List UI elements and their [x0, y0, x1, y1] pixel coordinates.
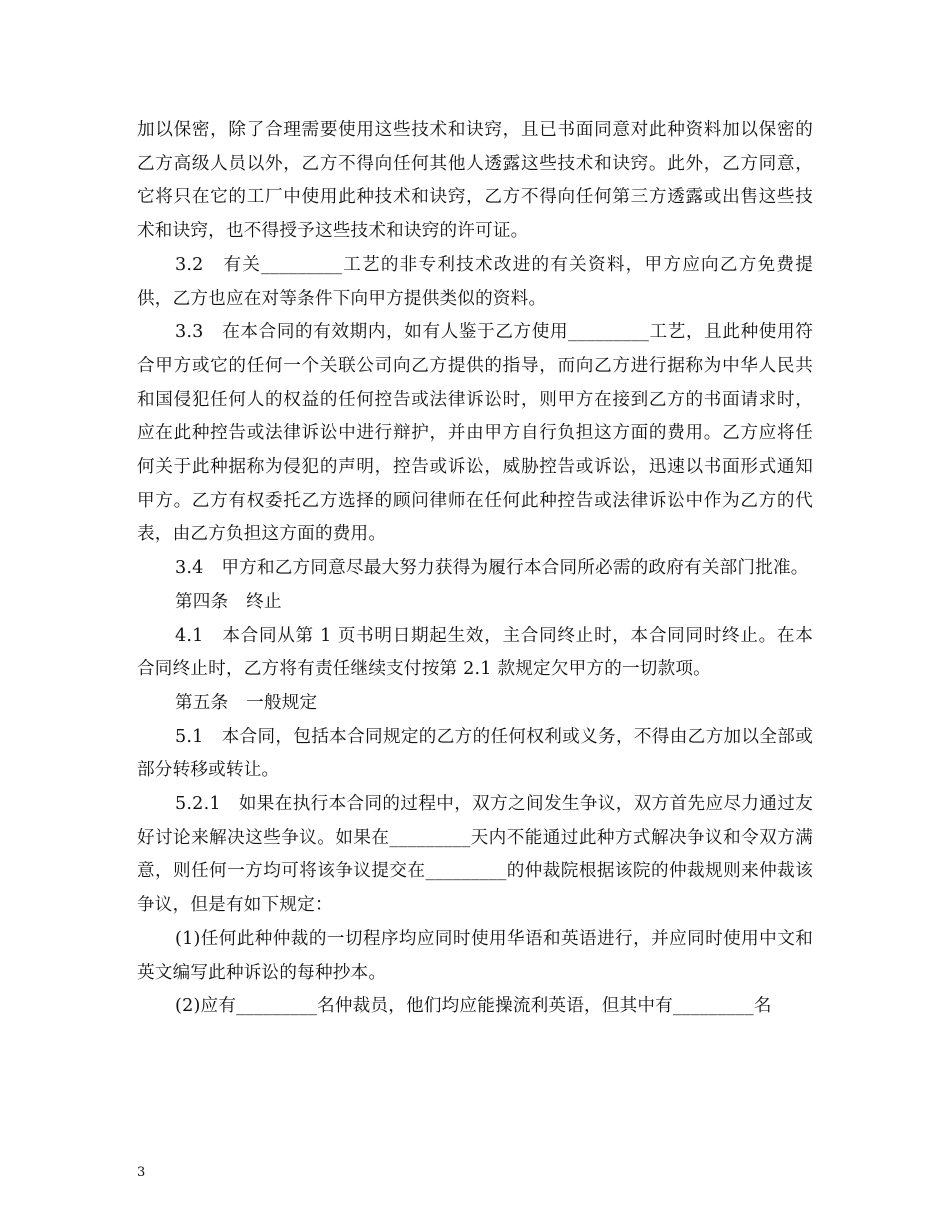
paragraph-3-3: 3.3 在本合同的有效期内，如有人鉴于乙方使用_________工艺，且此种使用符合甲方或它的任何一个关联公司向乙方提供的指导，而向乙方进行据称为中华人民共和国侵犯任何人的权益的任何控告或法律诉讼时，则甲方在接到乙方的书面请求时，应在此种控告或法律诉讼中进行辩护，并由甲方自行负担这方面的费用。乙方应将任何关于此种据称为侵犯的声明，控告或诉讼，威胁控告或诉讼，迅速以书面形式通知甲方。乙方有权委托乙方选择的顾问律师在任何此种控告或法律诉讼中作为乙方的代表，由乙方负担这方面的费用。: [137, 322, 813, 545]
paragraph-5-2-1: 5.2.1 如果在执行本合同的过程中，双方之间发生争议，双方首先应尽力通过友好讨论来解决这些争议。如果在_________天内不能通过此种方式解决争议和令双方满意，则任何一方均可将该争议提交在_________的仲裁院根据该院的仲裁规则来仲裁该争议，但是有如下规定：: [137, 794, 813, 916]
page-number: 3: [137, 1165, 146, 1180]
paragraph-4-1: 4.1 本合同从第 1 页书明日期起生效，主合同终止时，本合同同时终止。在本合同终止时，乙方将有责任继续支付按第 2.1 款规定欠甲方的一切款项。: [137, 625, 813, 680]
paragraph-3-4: 3.4 甲方和乙方同意尽最大努力获得为履行本合同所必需的政府有关部门批准。: [175, 558, 809, 579]
paragraph-5-1: 5.1 本合同，包括本合同规定的乙方的任何权利或义务，不得由乙方加以全部或部分转移或转让。: [137, 726, 813, 781]
paragraph-continuation: 加以保密，除了合理需要使用这些技术和诀窍，且已书面同意对此种资料加以保密的乙方高级人员以外，乙方不得向任何其他人透露这些技术和诀窍。此外，乙方同意，它将只在它的工厂中使用此种技术和诀窍，乙方不得向任何第三方透露或出售这些技术和诀窍，也不得授予这些技术和诀窍的许可证。: [137, 120, 813, 242]
article-4-heading: 第四条 终止: [175, 591, 282, 612]
paragraph-3-2: 3.2 有关_________工艺的非专利技术改进的有关资料，甲方应向乙方免费提供，乙方也应在对等条件下向甲方提供类似的资料。: [137, 254, 813, 309]
article-5-heading: 第五条 一般规定: [175, 692, 318, 713]
list-item-1: (1)任何此种仲裁的一切程序均应同时使用华语和英语进行，并应同时使用中文和英文编写此种诉讼的每种抄本。: [137, 928, 813, 983]
list-item-2: (2)应有_________名仲裁员，他们均应能操流利英语，但其中有_________名: [175, 996, 772, 1017]
document-body: [137, 114, 813, 1024]
